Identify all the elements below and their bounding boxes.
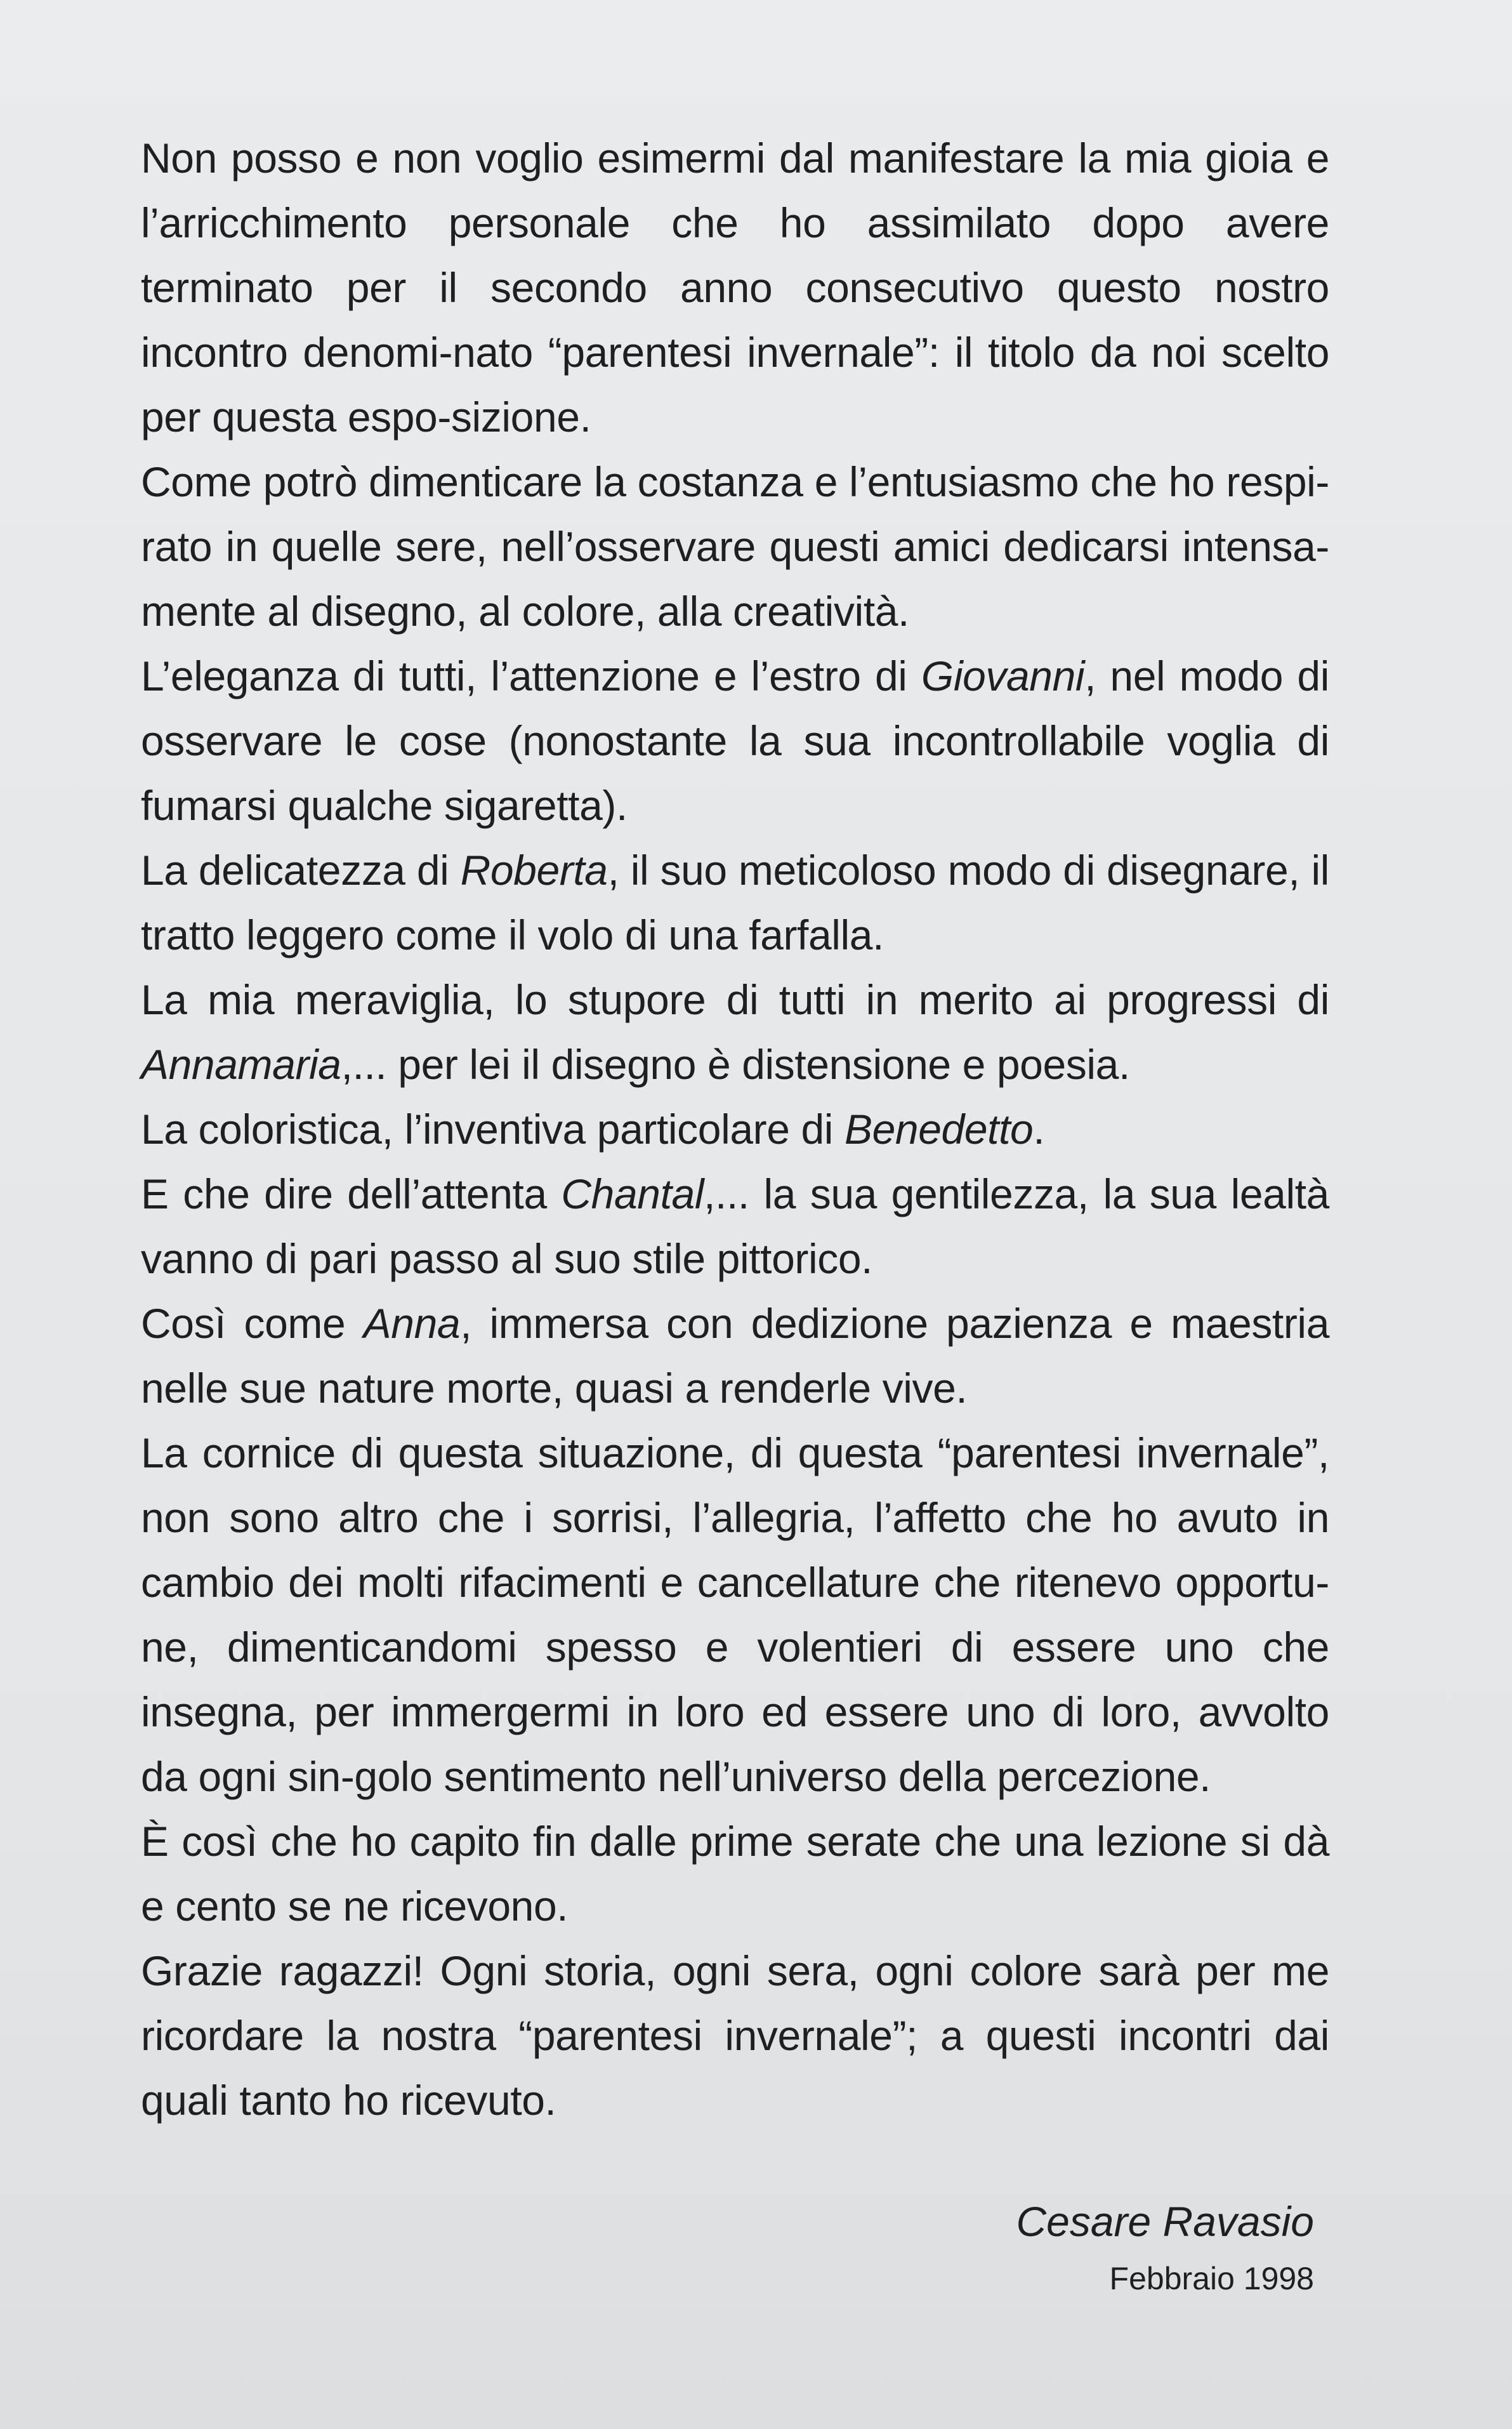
- signature-date: Febbraio 1998: [1109, 2261, 1314, 2296]
- paragraph-text: , il suo meticoloso modo di disegnare, il tratto leggero come il volo di una farfalla.: [141, 847, 1329, 958]
- paragraph-text: , nel modo di osservare le cose (nonostante la sua incontrollabile voglia di fumarsi qualche sigaretta).: [141, 652, 1329, 829]
- paragraph-text: ,... la sua gentilezza, la sua lealtà vanno di pari passo al suo stile pittorico.: [141, 1170, 1329, 1282]
- paragraph-giovanni: [141, 644, 1329, 838]
- paragraph-text: L’eleganza di tutti, l’attenzione e l’estro di: [141, 652, 921, 699]
- paragraph-text: Così come: [141, 1300, 364, 1347]
- paragraph-text: Grazie ragazzi! Ogni storia, ogni sera, ogni colore sarà per me ricordare la nostra “parentesi invernale”; a questi incontri dai quali tanto ho ricevuto.: [141, 1947, 1329, 2124]
- person-name-benedetto: Benedetto: [845, 1106, 1034, 1153]
- paragraph-intro: [141, 126, 1329, 449]
- paragraph-chantal: [141, 1162, 1329, 1291]
- letter-body: [141, 126, 1329, 2133]
- paragraph-anna: [141, 1291, 1329, 1420]
- paragraph-annamaria: [141, 967, 1329, 1097]
- paragraph-text: La mia meraviglia, lo stupore di tutti in merito ai progressi di: [141, 976, 1329, 1023]
- paragraph-frame: [141, 1420, 1329, 1809]
- person-name-giovanni: Giovanni: [921, 652, 1085, 699]
- paragraph-text: E che dire dell’attenta: [141, 1170, 562, 1217]
- paragraph-text: La cornice di questa situazione, di questa “parentesi invernale”, non sono altro che i sorrisi, l’allegria, l’affetto che ho avuto in cambio dei molti rifacimenti e cancellature che ritenevo opportu-ne, dimenticandomi spesso e volentieri di essere uno che insegna, per immergermi in loro ed essere uno di loro, avvolto da ogni sin-golo sentimento nell’universo della percezione.: [141, 1429, 1329, 1800]
- signature-name: Cesare Ravasio: [1016, 2198, 1314, 2245]
- paragraph-constancy: [141, 449, 1329, 644]
- paragraph-text: La coloristica, l’inventiva particolare di: [141, 1106, 845, 1153]
- paragraph-benedetto: [141, 1097, 1329, 1162]
- person-name-anna: Anna: [363, 1300, 461, 1347]
- paragraph-thanks: [141, 1938, 1329, 2133]
- paragraph-lesson: [141, 1809, 1329, 1938]
- paragraph-text: , immersa con dedizione pazienza e maestria nelle sue nature morte, quasi a renderle vive.: [141, 1300, 1329, 1412]
- paragraph-roberta: [141, 838, 1329, 967]
- paragraph-text: .: [1033, 1106, 1045, 1153]
- paragraph-text: Come potrò dimenticare la costanza e l’entusiasmo che ho respi-rato in quelle sere, nell’osservare questi amici dedicarsi intensa-mente al disegno, al colore, alla creatività.: [141, 458, 1329, 635]
- person-name-roberta: Roberta: [460, 847, 608, 894]
- person-name-chantal: Chantal: [561, 1170, 704, 1217]
- person-name-annamaria: Annamaria: [141, 1041, 341, 1088]
- signature-block: [1016, 2190, 1314, 2304]
- paragraph-text: È così che ho capito fin dalle prime serate che una lezione si dà e cento se ne ricevono.: [141, 1818, 1329, 1929]
- paragraph-text: Non posso e non voglio esimermi dal manifestare la mia gioia e l’arricchimento personale che ho assimilato dopo avere terminato per il secondo anno consecutivo questo nostro incontro denomi-nato “parentesi invernale”: il titolo da noi scelto per questa espo-sizione.: [141, 135, 1329, 440]
- paragraph-text: ,... per lei il disegno è distensione e poesia.: [341, 1041, 1130, 1088]
- paragraph-text: La delicatezza di: [141, 847, 461, 894]
